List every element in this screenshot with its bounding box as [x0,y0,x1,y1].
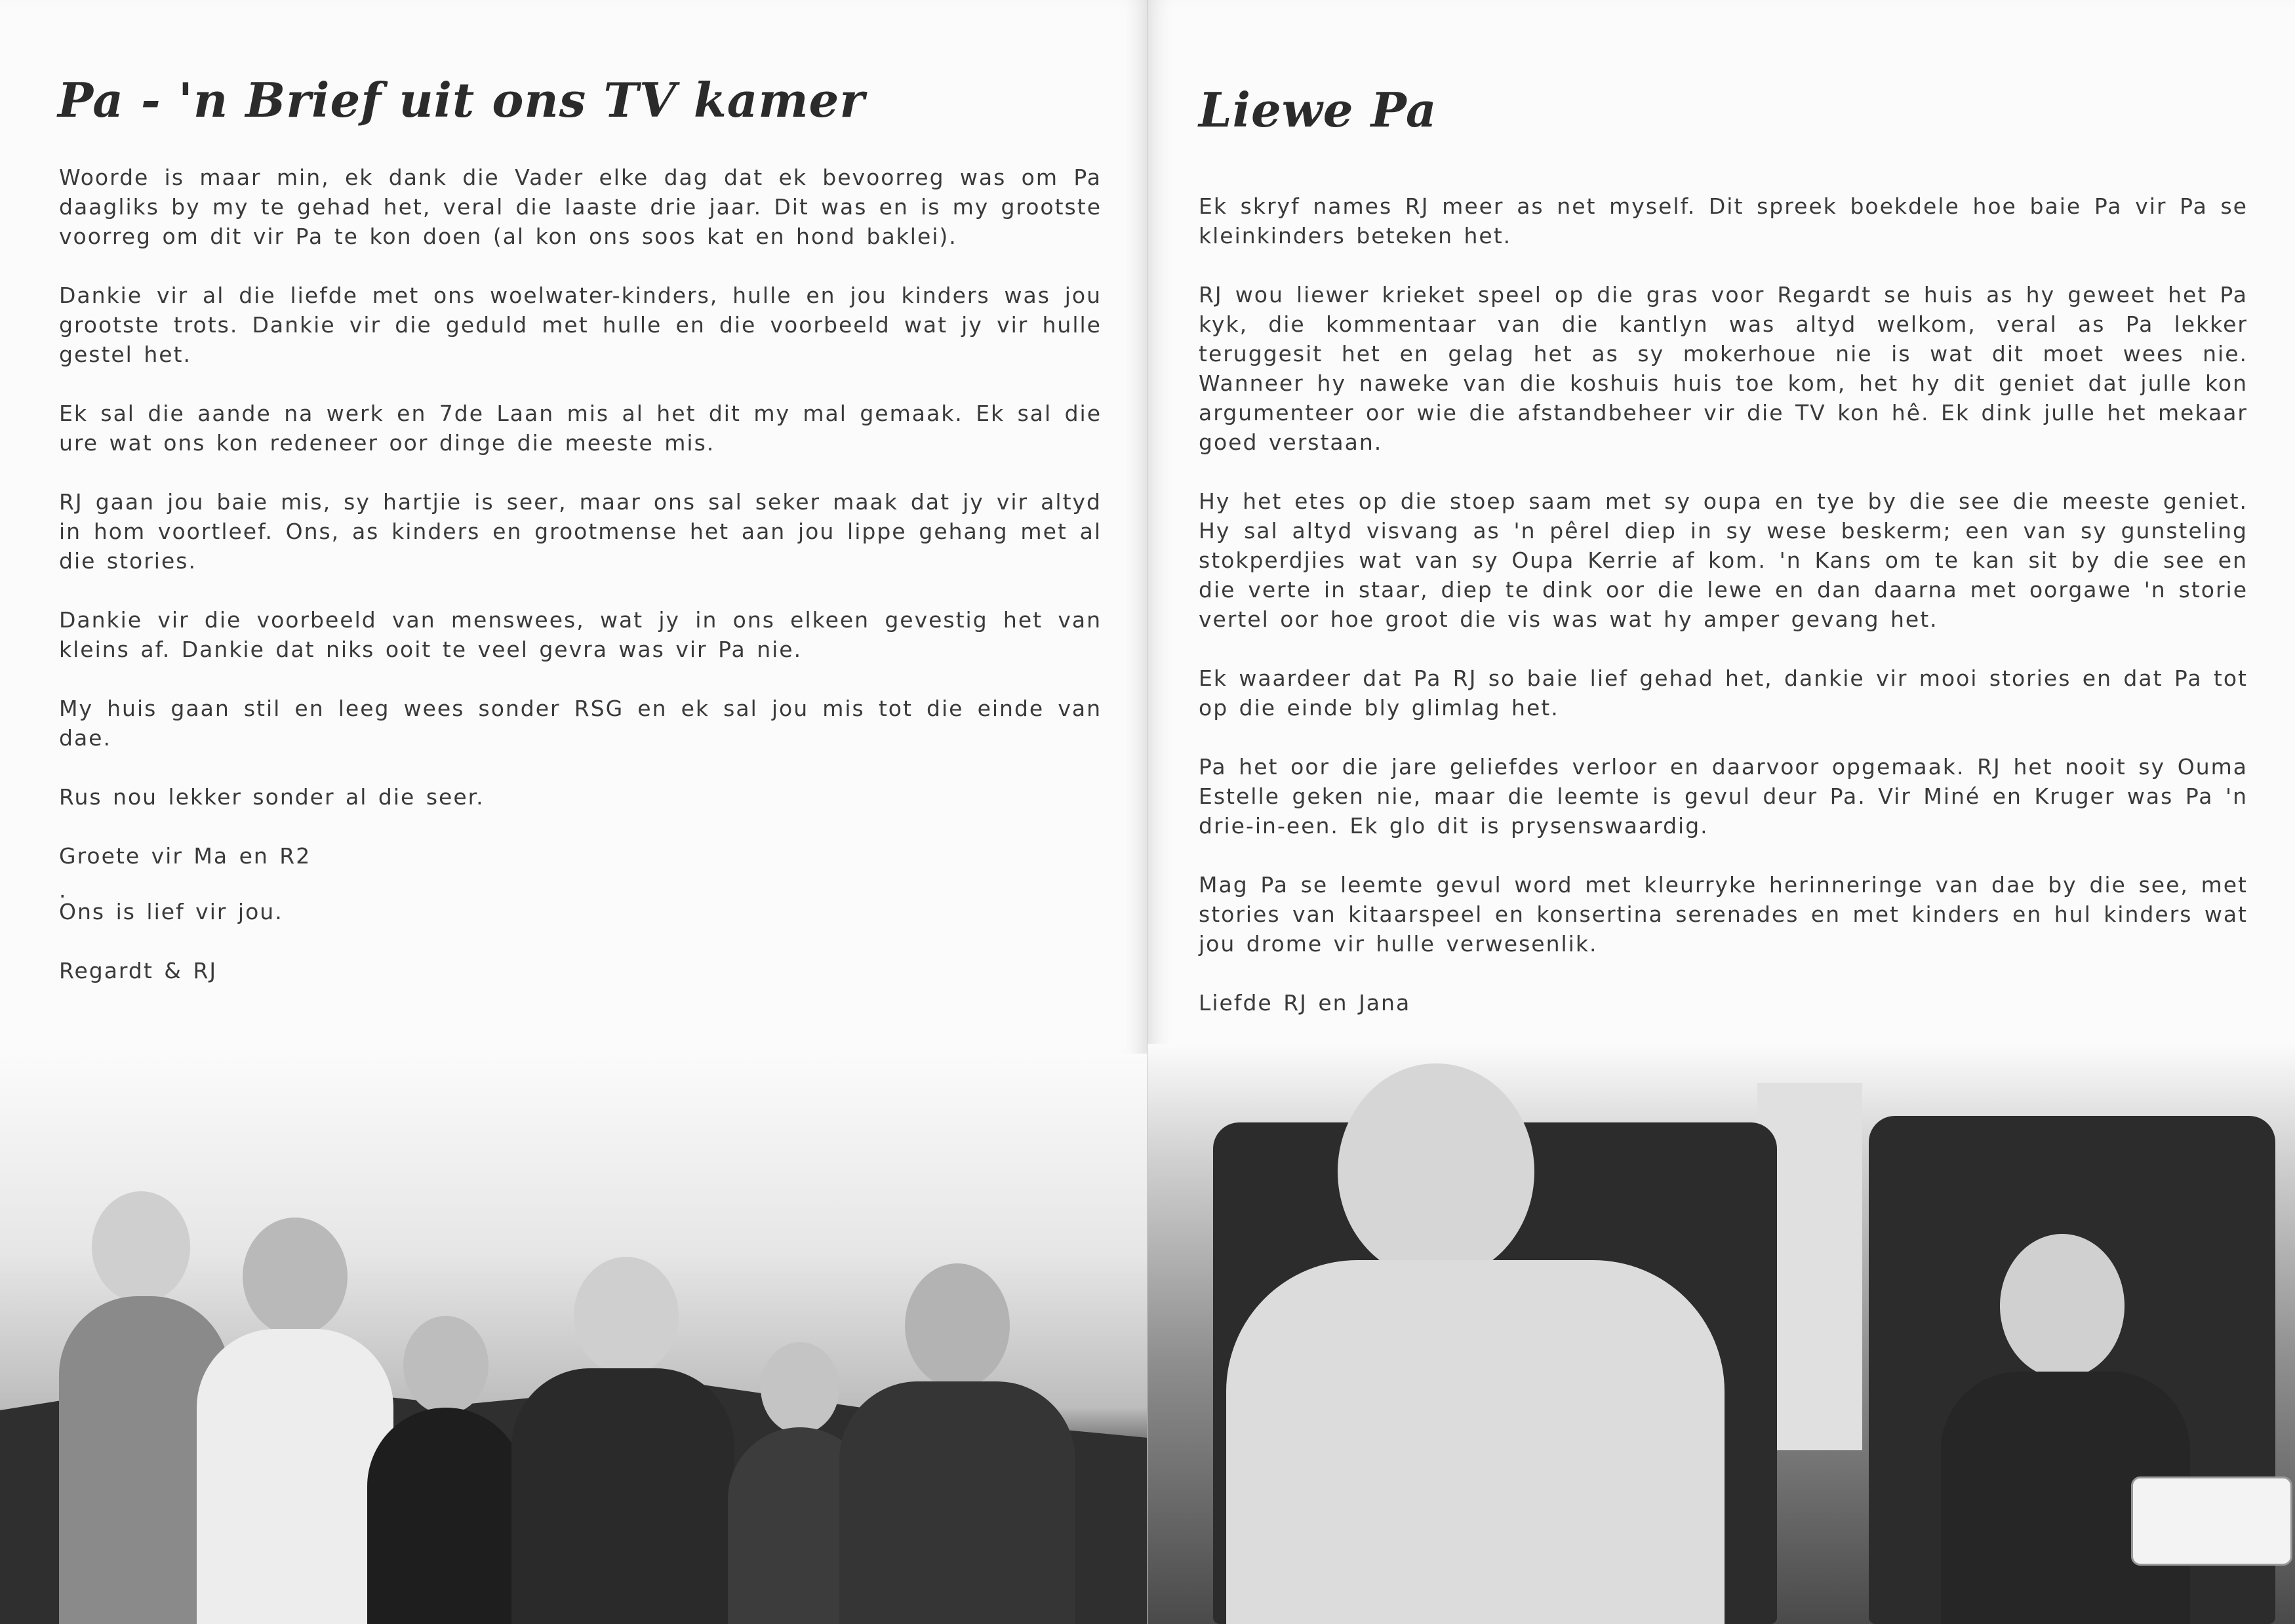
left-paragraph-6: My huis gaan stil en leeg wees sonder RSG en ek sal jou mis tot die einde van dae. [59,696,1102,751]
left-paragraph-5: Dankie vir die voorbeeld van menswees, wat jy in ons elkeen gevestig het van kleins af. Dankie dat niks ooit te veel gevra was vir Pa nie. [59,607,1102,662]
right-signature: Liefde RJ en Jana [1199,990,1411,1016]
right-paragraph-3: Hy het etes op die stoep saam met sy oupa en tye by die see die meeste geniet. Hy sal altyd visvang as 'n pêrel diep in sy wese beskerm; een van sy gunsteling stokperdjies wat van sy Oupa Kerrie af kom. 'n Kans om te kan sit by die see en die verte in staar, diep te dink oor die lewe en dan daarna met oorgawe 'n storie vertel oor hoe groot die vis was wat hy amper gevang het. [1199,488,2248,632]
left-paragraph-7: Rus nou lekker sonder al die seer. [59,784,485,810]
right-paragraph-5: Pa het oor die jare geliefdes verloor en daarvoor opgemaak. RJ het nooit sy Ouma Estelle geken nie, maar die leemte is gevul deur Pa. Vir Miné en Kruger was Pa 'n drie-in-een. Ek glo dit is prysenswaardig. [1199,754,2248,839]
family-group-photo [0,1054,1148,1624]
grandfather-seated-figure [1226,1063,1725,1624]
left-closing: Ons is lief vir jou. [59,899,283,924]
left-paragraph-2: Dankie vir al die liefde met ons woelwater-kinders, hulle en jou kinders was jou grootste trots. Dankie vir die geduld met hulle en die voorbeeld wat jy vir hulle gestel het. [59,283,1102,367]
left-signature: Regardt & RJ [59,958,218,983]
right-paragraph-2: RJ wou liewer krieket speel op die gras voor Regardt se huis as hy geweet het Pa kyk, die kommentaar van die kantlyn was altyd welkom, veral as Pa lekker teruggesit het en gelag het as sy mokerhoue nie is wat dit moet wees nie. Wanneer hy naweke van die koshuis huis toe kom, het hy dit geniet dat julle kon argumenteer oor wie die afstandbeheer vir die TV kon hê. Ek dink julle het mekaar goed verstaan. [1199,282,2248,455]
right-page [1148,0,2295,1624]
man-figure [839,1263,1075,1624]
left-paragraph-8: Groete vir Ma en R2 [59,843,311,869]
left-paragraph-4: RJ gaan jou baie mis, sy hartjie is seer, maar ons sal seker maak dat jy vir altyd in hom voortleef. Ons, as kinders en grootmense het aan jou lippe gehang met al die stories. [59,489,1102,574]
left-page-letter [59,163,1102,1015]
grandfather-grandson-photo [1148,1044,2295,1624]
left-paragraph-1: Woorde is maar min, ek dank die Vader elke dag dat ek bevoorreg was om Pa daagliks by my te gehad het, veral die laaste drie jaar. Dit was en is my grootste voorreg om dit vir Pa te kon doen (al kon ons soos kat en hond baklei). [59,165,1102,249]
man-cap-figure [197,1218,393,1624]
right-paragraph-4: Ek waardeer dat Pa RJ so baie lief gehad het, dankie vir mooi stories en dat Pa tot op die einde bly glimlag het. [1199,665,2248,721]
right-page-title: Liewe Pa [1199,82,1437,138]
left-dot: . [59,877,68,903]
right-paragraph-1: Ek skryf names RJ meer as net myself. Dit spreek boekdele hoe baie Pa vir Pa se kleinkinders beteken het. [1199,193,2248,248]
left-paragraph-3: Ek sal die aande na werk en 7de Laan mis al het dit my mal gemaak. Ek sal die ure wat ons kon redeneer oor dinge die meeste mis. [59,401,1102,456]
food-tray [2131,1476,2292,1566]
left-page-title: Pa - 'n Brief uit ons TV kamer [58,72,866,128]
grandfather-figure [511,1257,734,1624]
right-page-letter [1199,191,2248,1047]
woman-figure [367,1316,525,1624]
right-paragraph-6: Mag Pa se leemte gevul word met kleurryke herinneringe van dae by die see, met stories van kitaarspeel en konsertina serenades en met kinders en hul kinders wat jou drome vir hulle verwesenlik. [1199,872,2248,957]
